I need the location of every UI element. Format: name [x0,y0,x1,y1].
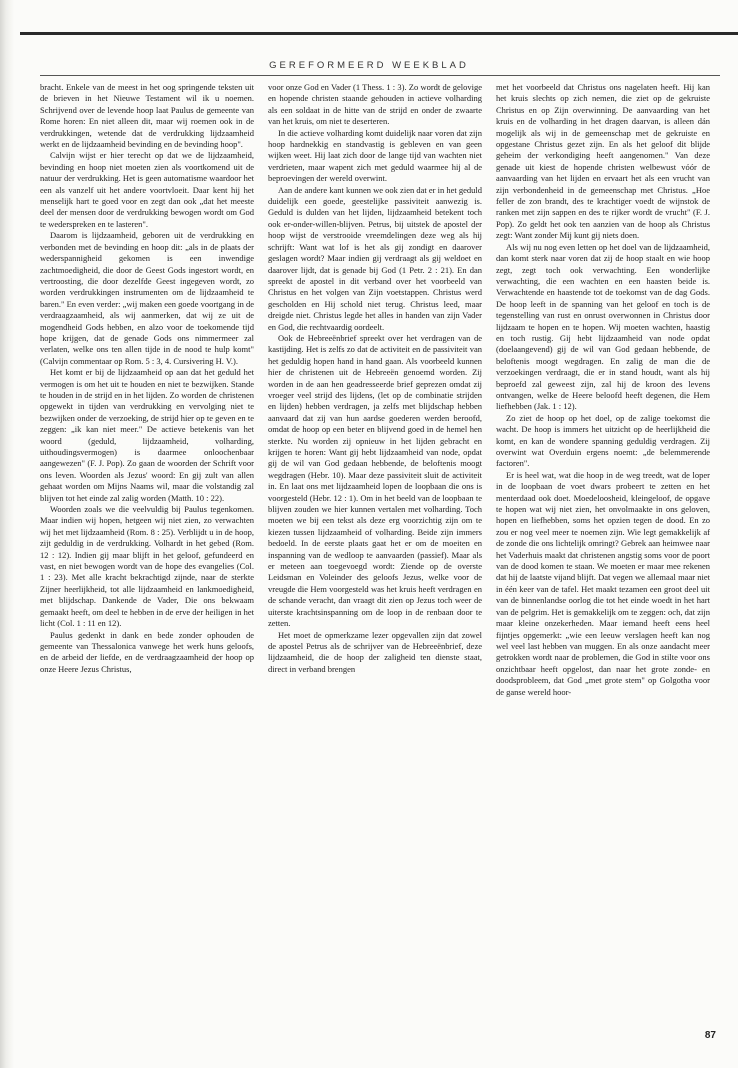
paragraph: Er is heel wat, wat die hoop in de weg treedt, wat de loper in de loopbaan de voet dwars probeert te zetten en het menterdaad ook doet. Moedeloosheid, kleingeloof, de opgave te hopen wat wij niet zien, het onvolmaakte in ons geloven, hopen en liefhebben, soms het opzien tegen de dood. En zo zou er nog veel meer te noemen zijn. Wie legt gemakkelijk af de zonde die ons lichtelijk omringt? Gebrek aan heimwee naar het Vaderhuis maakt dat christenen angstig soms voor de poort van de dood komen te staan. We moeten er maar mee rekenen dat hij de laatste vijand blijft. Dat vegen we allemaal maar niet in één keer van de tafel. Het maakt tezamen een groot deel uit van de binnenlandse oorlog die tot het einde woedt in het hart van de pelgrim. Het is gemakkelijk om te zeggen: och, dat zijn maar kleine onzekerheden. Maar iemand heeft eens heel fijntjes opgemerkt: „wie een leeuw verslagen heeft kan nog wel veel last hebben van muggen. En als onze aandacht meer getrokken wordt naar de problemen, die God in stilte voor ons onzichtbaar heeft opgelost, dan naar het grote zonde- en doodsprobleem, dat God „met grote stem" op Golgotha voor de ganse wereld hoor- [496,469,710,697]
paragraph: met het voorbeeld dat Christus ons nagelaten heeft. Hij kan het kruis slechts op zich nemen, die ziet op de gekruiste Christus en op Zijn overwinning. De aanvaarding van het kruis en de volharding in het dragen daarvan, is alleen dán mogelijk als wij in de gemeenschap met de gekruiste en opgestane Christus gezet zijn. En als het geloof dit blijde geheim der verkondiging heeft aangenomen." Van deze genade uit kiest de hopende christen welbewust vóór de aanvaarding van het lijden en ervaart het als een vrucht van zijn verbondenheid in de gemeenschap met Christus. „Hoe feller de zon brandt, des te krachtiger voedt de wijnstok de ranken met zijn sappen en des te rijker wordt de vrucht" (F. J. Pop). Zo geldt het ook ten aanzien van de hoop als Christus zegt: Want zonder Mij kunt gij niets doen. [496,82,710,241]
paragraph: In die actieve volharding komt duidelijk naar voren dat zijn hoop hardnekkig en standvastig is gebleven en van geen wijken weet. Hij laat zich door de lange tijd van wachten niet verdrieten, maar wapent zich met geduld waarmee hij al de beproevingen der wereld overwint. [268,127,482,184]
scan-edge-shadow [0,0,14,1068]
paragraph: voor onze God en Vader (1 Thess. 1 : 3). Zo wordt de gelovige en hopende christen staande gehouden in actieve volharding als een soldaat in de hitte van de strijd en onder de zwaarte van het kruis, om niet te deserteren. [268,82,482,127]
paragraph: bracht. Enkele van de meest in het oog springende teksten uit de brieven in het Nieuwe Testament wil ik u noemen. Schrijvend over de levende hoop laat Paulus de gemeente van Rome horen: En niet alleen dit, maar wij roemen ook in de verdrukkingen, wetende dat de verdrukking lijdzaamheid werkt en de lijdzaamheid bevinding en de bevinding hoop". [40,82,254,150]
top-border-rule [20,32,738,35]
paragraph: Ook de Hebreeënbrief spreekt over het verdragen van de kastijding. Het is zelfs zo dat de activiteit en de passiviteit van het geduldig hopen hand in hand gaan. Als voorbeeld kunnen hier de christenen uit de Hebreeën genoemd worden. Zij worden in de aan hen geadresseerde brief geprezen omdat zij vroeger veel strijd des lijdens, (let op de combinatie strijden en lijden) hebben verdragen, ja zelfs met blijdschap hebben aanvaard dat zij van hun aardse goederen werden beroofd, omdat de hoop op een beter en blijvend goed in de hemel hen sterkte. Nu worden zij opnieuw in het lijden gebracht en krijgen te horen: Want gij hebt lijdzaamheid van node, opdat gij de wil van God gedaan hebbende, de beloftenis moogt wegdragen (Hebr. 10). Maar deze passiviteit sluit de activiteit in. En laat ons met lijdzaamheid lopen de loopbaan die ons is voorgesteld (Hebr. 12 : 1). Om in het beeld van de loopbaan te blijven zouden we hier kunnen vertalen met volharding. Toch moeten we bij een tekst als deze erg voorzichtig zijn om te kiezen tussen lijdzaamheid of volharding. Beide zijn immers bedoeld. In de eerste plaats gaat het er om de moeiten en inspanning van de wedloop te aanvaarden (passief). Maar als er meteen aan toegevoegd wordt: Ziende op de overste Leidsman en Voleinder des geloofs Jezus, welke voor de vreugde die Hem voorgesteld was het kruis heeft verdragen en de schande veracht, dan vraagt dit zien op Jezus toch weer de uiterste krachtsinspanning om de loop in de renbaan door te zetten. [268,332,482,629]
paragraph: Calvijn wijst er hier terecht op dat we de lijdzaamheid, bevinding en hoop niet moeten zien als voortkomend uit de natuur der verdrukking. Het is geen automatisme waardoor het een als vanzelf uit het andere voortvloeit. Daar kent hij het menselijk hart te goed voor en zegt dan ook „dat het meeste deel der mensen door de verdrukking bewogen wordt om God te wederspreken en te lasteren". [40,150,254,229]
header-rule [40,75,720,76]
paragraph: Woorden zoals we die veelvuldig bij Paulus tegenkomen. Maar indien wij hopen, hetgeen wij niet zien, zo verwachten wij het met lijdzaamheid (Rom. 8 : 25). Verblijdt u in de hoop, zijt geduldig in de verdrukking. Volhardt in het gebed (Rom. 12 : 12). Indien gij maar blijft in het geloof, gefundeerd en vast, en niet bewogen wordt van de hope des evangelies (Col. 1 : 23). Met alle kracht bekrachtigd zijnde, naar de sterkte Zijner heerlijkheid, tot alle lijdzaamheid en lankmoedigheid, met blijdschap. Dankende de Vader, Die ons bekwaam gemaakt heeft, om deel te hebben in de erve der heiligen in het licht (Col. 1 : 11 en 12). [40,504,254,629]
column-3 [496,82,710,997]
paragraph: Als wij nu nog even letten op het doel van de lijdzaamheid, dan komt sterk naar voren dat zij de hoop staalt en wie hoop zegt, zegt toch ook verwachting. Een wonderlijke verwachting, die een wachten en een haasten beide is. Verwachtende en haastende tot de toekomst van de dag Gods. De hoop leeft in de spanning van het geloof en toch is de tegenstelling van rust en onrust overwonnen in Christus door lijdzaam te hopen en te hopen. Wij moeten wachten, haastig en toch rustig. Gij hebt lijdzaamheid van node opdat (doelaangevend) gij de wil van God gedaan hebbende, de beloftenis moogt wegdragen. En zalig de man die de verzoekingen verdraagt, die er in stand houdt, want als hij beproefd zal geweest zijn, zal hij de kroon des levens ontvangen, welke de Heere beloofd heeft degenen, die Hem liefhebben (Jak. 1 : 12). [496,241,710,412]
running-header: GEREFORMEERD WEEKBLAD [269,60,469,71]
paragraph: Het komt er bij de lijdzaamheid op aan dat het geduld het vermogen is om het uit te houden en niet te bezwijken. Stande te houden in de strijd en in het lijden. Zo worden de christenen opgewekt in tijden van verdrukking en vervolging niet te bezwijken onder de verzoeking, de strijd hier op te geven en te zeggen: „ik kan niet meer." De actieve betekenis van het woord (geduld, lijdzaamheid, volharding, uithoudingsvermogen) is daarmee onloochenbaar aangewezen" (F. J. Pop). Zo gaan de woorden der Schrift voor ons leven. Woorden als Jezus' woord: En gij zult van allen gehaat worden om Mijns Naams wil, maar die volstandig zal blijven tot het einde zal zalig worden (Matth. 10 : 22). [40,367,254,503]
column-1 [40,82,254,997]
paragraph: Het moet de opmerkzame lezer opgevallen zijn dat zowel de apostel Petrus als de schrijver van de Hebreeënbrief, deze lijdzaamheid, die de hoop der zaligheid ten dienste staat, direct in verband brengen [268,629,482,674]
paragraph: Paulus gedenkt in dank en bede zonder ophouden de gemeente van Thessalonica vanwege het werk huns geloofs, en de arbeid der liefde, en de verdraagzaamheid der hoop op onze Heere Jezus Christus, [40,629,254,674]
column-2 [268,82,482,997]
article-body [40,82,710,997]
paragraph: Zo ziet de hoop op het doel, op de zalige toekomst die wacht. De hoop is immers het uitzicht op de heerlijkheid die komt, en kan de wondere spanning geduldig verdragen. Zij overwint wat Overduin ergens noemt: „de belemmerende factoren". [496,412,710,469]
paragraph: Aan de andere kant kunnen we ook zien dat er in het geduld duidelijk een goede, geestelijke passiviteit aanwezig is. Geduld is dulden van het lijden, lijdzaamheid betekent toch ook er-onder-willen-blijven. Petrus, bij uitstek de apostel der hoop wijst de verstrooide vreemdelingen deze weg als hij schrijft: Want wat lof is het als gij zondigt en daarover geslagen wordt? Maar indien gij verdraagt als gij weldoet en daarover lijdt, dat is genade bij God (1 Petr. 2 : 21). En dan spreekt de apostel in dit verband over het voorbeeld van Christus en het volgen van Zijn voetstappen. Christus werd gescholden en Hij schold niet terug. Christus leed, maar dreigde niet. Christus legde het alles in handen van zijn Vader en God, die rechtvaardig oordeelt. [268,184,482,332]
page-number: 87 [704,1030,716,1041]
paragraph: Daarom is lijdzaamheid, geboren uit de verdrukking en verbonden met de bevinding en hoop dit: „als in de plaats der wederspannigheid gekomen is een inwendige zachtmoedigheid, die door de Geest Gods ingestort wordt, en vertroosting, die door dezelfde Geest ingegeven wordt, zo worden verdrukkingen instrumenten om de lijdzaamheid te baren." En even verder: „wij maken een goede voortgang in de verdraagzaamheid, als wij aanmerken, dat wij ze uit de mogendheid Gods hebben, en alzo voor de toekomende tijd hope krijgen, dat de genade Gods ons nimmermeer zal verlaten, welke ons ten allen tijde in de nood te hulp komt" (Calvijn commentaar op Rom. 5 : 3, 4. Cursivering H. V.). [40,230,254,366]
